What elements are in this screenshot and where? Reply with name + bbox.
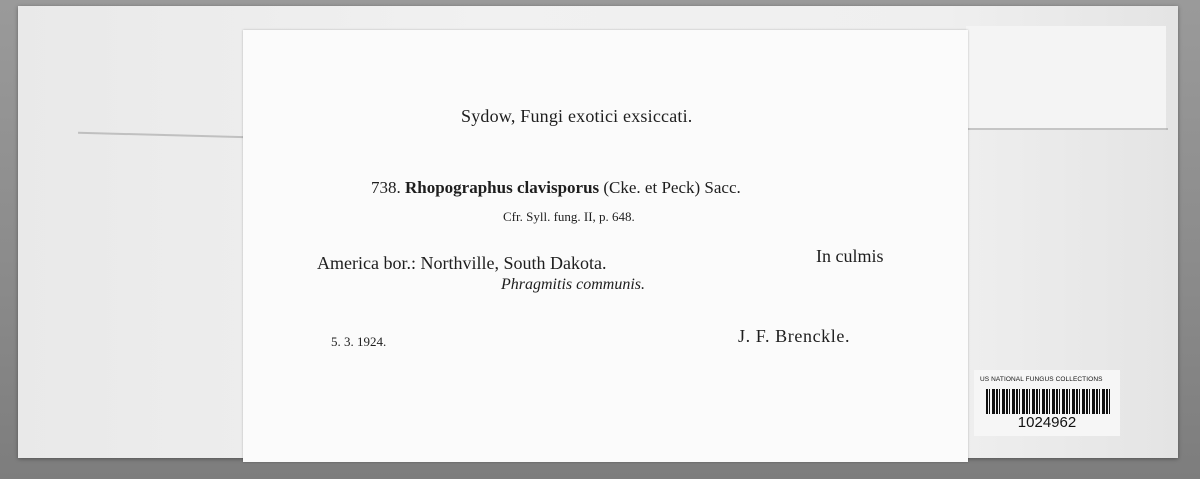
host-line-1: In culmis <box>816 246 884 266</box>
specimen-packet <box>18 6 1178 458</box>
species-name: Rhopographus clavisporus <box>405 178 600 197</box>
exsiccata-title: Sydow, Fungi exotici exsiccati. <box>461 106 693 126</box>
collector: J. F. Brenckle. <box>738 326 851 346</box>
specimen-number: 738. <box>371 178 401 197</box>
specimen-label <box>243 30 968 462</box>
literature-reference: Cfr. Syll. fung. II, p. 648. <box>503 209 635 224</box>
species-line <box>371 178 741 198</box>
barcode-number: 1024962 <box>1017 414 1077 431</box>
barcode-header: US NATIONAL FUNGUS COLLECTIONS <box>980 376 1103 383</box>
fold-line <box>968 128 1168 130</box>
host-line-2: Phragmitis communis. <box>501 276 645 293</box>
species-authority: (Cke. et Peck) Sacc. <box>603 178 741 197</box>
packet-flap <box>966 26 1166 130</box>
collection-date: 5. 3. 1924. <box>331 334 387 349</box>
barcode-bars <box>986 389 1110 414</box>
barcode-tag <box>974 370 1120 436</box>
fold-line <box>78 132 248 138</box>
locality: America bor.: Northville, South Dakota. <box>317 253 607 273</box>
